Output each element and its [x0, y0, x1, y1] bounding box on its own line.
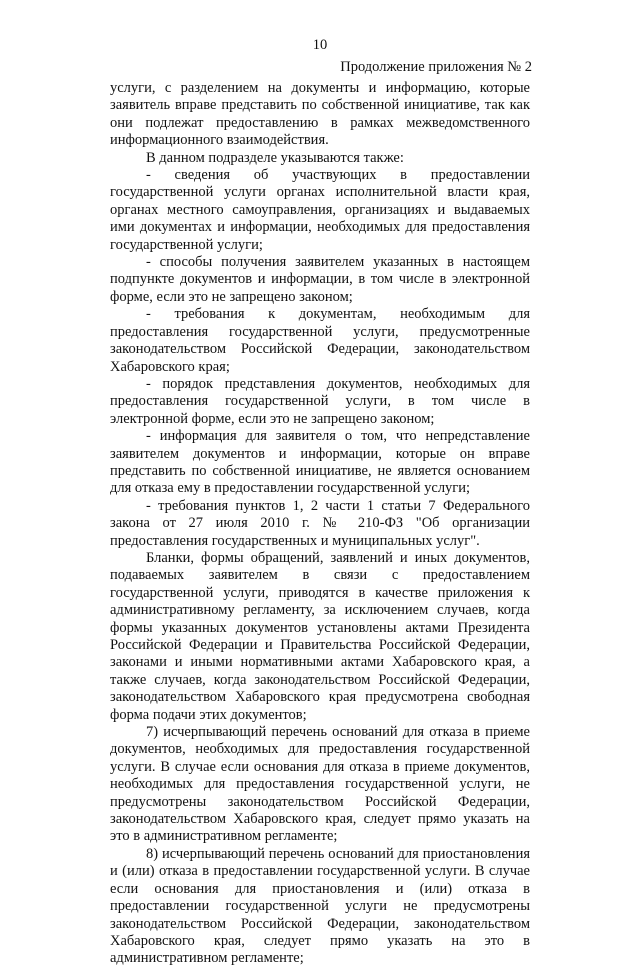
- page-number: 10: [312, 37, 328, 53]
- list-item: - информация для заявителя о том, что непредставление заявителем документов и информации, которые он вправе представить по собственной инициативе, не является основанием для отказа ему в предоставлении государственной услуги;: [110, 428, 530, 497]
- list-item: - порядок представления документов, необходимых для предоставления государственной услуги, в том числе в электронной форме, если это не запрещено законом;: [110, 375, 530, 427]
- numbered-item: 7) исчерпывающий перечень оснований для отказа в приеме документов, необходимых для предоставления государственной услуги. В случае если основания для отказа в приеме документов, необходимых для предоставления государственной услуги, не предусмотрены законодательством Российской Федерации, законодательством Хабаровского края, следует прямо указать на это в административном регламенте;: [110, 724, 530, 845]
- list-item: - способы получения заявителем указанных в настоящем подпункте документов и информации, в том числе в электронной форме, если это не запрещено законом;: [110, 254, 530, 305]
- paragraph: услуги, с разделением на документы и информацию, которые заявитель вправе представить по собственной инициативе, так как они подлежат предоставлению в рамках межведомственного информационного взаимодействия.: [110, 80, 530, 149]
- numbered-item: 8) исчерпывающий перечень оснований для приостановления и (или) отказа в предоставлении государственной услуги. В случае если основания для приостановления и (или) отказа в предоставлении государственной услуги не предусмотрены законодательством Российской Федерации, законодательством Хабаровского края, следует прямо указать на это в административном регламенте;: [110, 845, 530, 967]
- appendix-continuation-note: Продолжение приложения № 2: [340, 59, 532, 75]
- list-item: - требования к документам, необходимым для предоставления государственной услуги, предусмотренные законодательством Российской Федерации, законодательством Хабаровского края;: [110, 306, 530, 375]
- paragraph: Бланки, формы обращений, заявлений и иных документов, подаваемых заявителем в связи с предоставлением государственной услуги, приводятся в качестве приложения к административному регламенту, за исключением случаев, когда формы указанных документов установлены актами Президента Российской Федерации и Правительства Российской Федерации, законами и иными нормативными актами Хабаровского края, а также случаев, когда законодательством Российской Федерации, законодательством Хабаровского края предусмотрена свободная форма подачи этих документов;: [110, 549, 530, 723]
- document-body: [110, 80, 530, 968]
- paragraph: В данном подразделе указываются также:: [146, 149, 404, 166]
- list-item: - сведения об участвующих в предоставлении государственной услуги органах исполнительной власти края, органах местного самоуправления, организациях и выдаваемых ими документах и информации, необходимых для предоставления государственной услуги;: [110, 167, 530, 253]
- list-item: - требования пунктов 1, 2 части 1 статьи 7 Федерального закона от 27 июля 2010 г. № 210-ФЗ "Об организации предоставления государственных и муниципальных услуг".: [110, 497, 530, 549]
